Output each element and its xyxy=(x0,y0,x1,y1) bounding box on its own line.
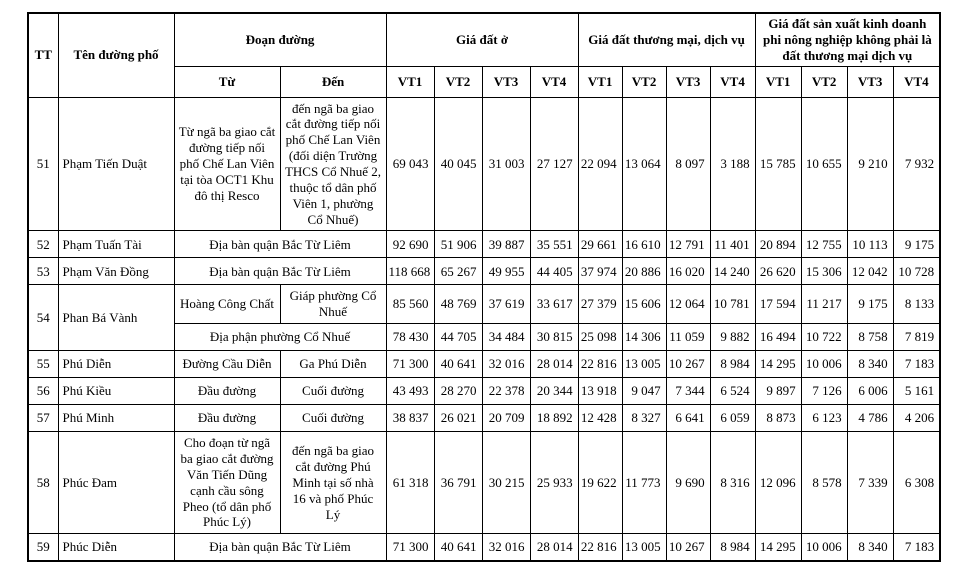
header-vt2-commercial: VT2 xyxy=(622,66,666,97)
price-cell: 14 295 xyxy=(755,351,801,378)
header-vt2-production: VT2 xyxy=(801,66,847,97)
segment-to-cell: Ga Phú Diễn xyxy=(280,351,386,378)
price-cell: 31 003 xyxy=(482,97,530,231)
segment-from-cell: Đầu đường xyxy=(174,378,280,405)
table-row xyxy=(28,285,940,324)
price-cell: 7 339 xyxy=(847,432,893,534)
price-cell: 12 096 xyxy=(755,432,801,534)
price-cell: 7 126 xyxy=(801,378,847,405)
price-cell: 28 270 xyxy=(434,378,482,405)
price-cell: 7 819 xyxy=(893,324,940,351)
price-cell: 15 306 xyxy=(801,258,847,285)
price-cell: 13 918 xyxy=(578,378,622,405)
header-tt: TT xyxy=(28,13,58,97)
header-vt1-residential: VT1 xyxy=(386,66,434,97)
price-cell: 6 123 xyxy=(801,405,847,432)
price-cell: 9 897 xyxy=(755,378,801,405)
price-cell: 8 340 xyxy=(847,351,893,378)
price-cell: 25 098 xyxy=(578,324,622,351)
price-cell: 25 933 xyxy=(530,432,578,534)
price-cell: 9 210 xyxy=(847,97,893,231)
header-row-groups xyxy=(28,13,940,66)
header-from: Từ xyxy=(174,66,280,97)
price-cell: 10 781 xyxy=(710,285,755,324)
price-cell: 22 094 xyxy=(578,97,622,231)
header-vt1-production: VT1 xyxy=(755,66,801,97)
price-cell: 22 816 xyxy=(578,534,622,561)
price-cell: 15 606 xyxy=(622,285,666,324)
segment-from-cell: Hoàng Công Chất xyxy=(174,285,280,324)
price-cell: 12 755 xyxy=(801,231,847,258)
price-cell: 32 016 xyxy=(482,351,530,378)
table-row xyxy=(28,405,940,432)
segment-to-cell: Cuối đường xyxy=(280,405,386,432)
table-row xyxy=(28,97,940,231)
price-cell: 30 215 xyxy=(482,432,530,534)
price-cell: 17 594 xyxy=(755,285,801,324)
street-name-cell: Phú Kiều xyxy=(58,378,174,405)
price-cell: 37 974 xyxy=(578,258,622,285)
price-cell: 37 619 xyxy=(482,285,530,324)
header-vt4-residential: VT4 xyxy=(530,66,578,97)
price-cell: 28 014 xyxy=(530,351,578,378)
price-cell: 5 161 xyxy=(893,378,940,405)
price-cell: 13 005 xyxy=(622,351,666,378)
land-price-table xyxy=(27,12,941,562)
street-name-cell: Phạm Tuấn Tài xyxy=(58,231,174,258)
segment-span-cell: Địa bàn quận Bắc Từ Liêm xyxy=(174,534,386,561)
price-cell: 10 722 xyxy=(801,324,847,351)
street-name-cell: Phan Bá Vành xyxy=(58,285,174,351)
row-number-cell: 51 xyxy=(28,97,58,231)
price-cell: 36 791 xyxy=(434,432,482,534)
price-cell: 10 655 xyxy=(801,97,847,231)
street-name-cell: Phạm Văn Đồng xyxy=(58,258,174,285)
price-cell: 38 837 xyxy=(386,405,434,432)
row-number-cell: 59 xyxy=(28,534,58,561)
segment-from-cell: Từ ngã ba giao cắt đường tiếp nối phố Chế Lan Viên tại tòa OCT1 Khu đô thị Resco xyxy=(174,97,280,231)
price-cell: 8 316 xyxy=(710,432,755,534)
row-number-cell: 56 xyxy=(28,378,58,405)
price-cell: 19 622 xyxy=(578,432,622,534)
price-cell: 22 816 xyxy=(578,351,622,378)
price-cell: 30 815 xyxy=(530,324,578,351)
table-row xyxy=(28,351,940,378)
price-cell: 12 791 xyxy=(666,231,710,258)
street-name-cell: Phúc Diễn xyxy=(58,534,174,561)
row-number-cell: 53 xyxy=(28,258,58,285)
price-cell: 6 308 xyxy=(893,432,940,534)
header-segment: Đoạn đường xyxy=(174,13,386,66)
header-group-commercial: Giá đất thương mại, dịch vụ xyxy=(578,13,755,66)
price-cell: 6 524 xyxy=(710,378,755,405)
header-vt4-commercial: VT4 xyxy=(710,66,755,97)
price-cell: 8 873 xyxy=(755,405,801,432)
table-row xyxy=(28,258,940,285)
price-cell: 8 758 xyxy=(847,324,893,351)
price-cell: 3 188 xyxy=(710,97,755,231)
price-cell: 9 175 xyxy=(893,231,940,258)
price-cell: 71 300 xyxy=(386,351,434,378)
header-vt2-residential: VT2 xyxy=(434,66,482,97)
price-cell: 11 217 xyxy=(801,285,847,324)
header-to: Đến xyxy=(280,66,386,97)
price-cell: 7 344 xyxy=(666,378,710,405)
street-name-cell: Phúc Đam xyxy=(58,432,174,534)
segment-span-cell: Địa bàn quận Bắc Từ Liêm xyxy=(174,231,386,258)
row-number-cell: 57 xyxy=(28,405,58,432)
price-cell: 11 059 xyxy=(666,324,710,351)
table-row xyxy=(28,378,940,405)
price-cell: 8 578 xyxy=(801,432,847,534)
price-cell: 9 690 xyxy=(666,432,710,534)
table-row xyxy=(28,432,940,534)
street-name-cell: Phạm Tiến Duật xyxy=(58,97,174,231)
price-cell: 32 016 xyxy=(482,534,530,561)
header-vt3-production: VT3 xyxy=(847,66,893,97)
header-vt4-production: VT4 xyxy=(893,66,940,97)
price-cell: 12 428 xyxy=(578,405,622,432)
segment-span-cell: Địa phận phường Cổ Nhuế xyxy=(174,324,386,351)
table-body xyxy=(28,97,940,561)
price-cell: 33 617 xyxy=(530,285,578,324)
price-cell: 26 021 xyxy=(434,405,482,432)
price-cell: 44 405 xyxy=(530,258,578,285)
price-cell: 7 183 xyxy=(893,351,940,378)
price-cell: 26 620 xyxy=(755,258,801,285)
price-cell: 9 175 xyxy=(847,285,893,324)
price-cell: 10 267 xyxy=(666,351,710,378)
price-cell: 34 484 xyxy=(482,324,530,351)
price-cell: 10 006 xyxy=(801,351,847,378)
price-cell: 44 705 xyxy=(434,324,482,351)
price-cell: 13 064 xyxy=(622,97,666,231)
price-cell: 40 641 xyxy=(434,351,482,378)
header-street-name: Tên đường phố xyxy=(58,13,174,97)
price-cell: 10 728 xyxy=(893,258,940,285)
street-name-cell: Phú Minh xyxy=(58,405,174,432)
row-number-cell: 55 xyxy=(28,351,58,378)
price-cell: 51 906 xyxy=(434,231,482,258)
price-cell: 20 709 xyxy=(482,405,530,432)
price-cell: 16 494 xyxy=(755,324,801,351)
price-cell: 8 984 xyxy=(710,534,755,561)
price-cell: 7 932 xyxy=(893,97,940,231)
price-cell: 22 378 xyxy=(482,378,530,405)
price-cell: 16 020 xyxy=(666,258,710,285)
price-cell: 13 005 xyxy=(622,534,666,561)
price-cell: 6 006 xyxy=(847,378,893,405)
price-cell: 35 551 xyxy=(530,231,578,258)
price-cell: 14 295 xyxy=(755,534,801,561)
price-cell: 49 955 xyxy=(482,258,530,285)
segment-to-cell: Cuối đường xyxy=(280,378,386,405)
price-cell: 7 183 xyxy=(893,534,940,561)
price-cell: 12 042 xyxy=(847,258,893,285)
table-header xyxy=(28,13,940,97)
price-cell: 39 887 xyxy=(482,231,530,258)
price-cell: 10 006 xyxy=(801,534,847,561)
price-cell: 8 133 xyxy=(893,285,940,324)
price-cell: 15 785 xyxy=(755,97,801,231)
price-cell: 18 892 xyxy=(530,405,578,432)
price-cell: 14 306 xyxy=(622,324,666,351)
price-cell: 4 786 xyxy=(847,405,893,432)
header-vt3-residential: VT3 xyxy=(482,66,530,97)
price-cell: 29 661 xyxy=(578,231,622,258)
price-cell: 85 560 xyxy=(386,285,434,324)
price-cell: 8 340 xyxy=(847,534,893,561)
price-cell: 11 773 xyxy=(622,432,666,534)
price-cell: 6 059 xyxy=(710,405,755,432)
header-vt3-commercial: VT3 xyxy=(666,66,710,97)
price-cell: 20 886 xyxy=(622,258,666,285)
price-cell: 20 894 xyxy=(755,231,801,258)
header-vt1-commercial: VT1 xyxy=(578,66,622,97)
price-cell: 118 668 xyxy=(386,258,434,285)
price-cell: 10 267 xyxy=(666,534,710,561)
price-cell: 48 769 xyxy=(434,285,482,324)
segment-from-cell: Đường Cầu Diễn xyxy=(174,351,280,378)
price-cell: 4 206 xyxy=(893,405,940,432)
price-cell: 8 097 xyxy=(666,97,710,231)
table-row xyxy=(28,534,940,561)
table-row xyxy=(28,231,940,258)
price-cell: 40 641 xyxy=(434,534,482,561)
price-cell: 71 300 xyxy=(386,534,434,561)
segment-from-cell: Đầu đường xyxy=(174,405,280,432)
segment-span-cell: Địa bàn quận Bắc Từ Liêm xyxy=(174,258,386,285)
price-cell: 43 493 xyxy=(386,378,434,405)
segment-to-cell: đến ngã ba giao cắt đường tiếp nối phố Chế Lan Viên (đối diện Trường THCS Cổ Nhuế 2, thuộc tổ dân phố Viên 1, phường Cổ Nhuế) xyxy=(280,97,386,231)
price-cell: 69 043 xyxy=(386,97,434,231)
price-cell: 20 344 xyxy=(530,378,578,405)
street-name-cell: Phú Diễn xyxy=(58,351,174,378)
row-number-cell: 54 xyxy=(28,285,58,351)
price-cell: 10 113 xyxy=(847,231,893,258)
price-cell: 16 610 xyxy=(622,231,666,258)
price-cell: 6 641 xyxy=(666,405,710,432)
price-cell: 92 690 xyxy=(386,231,434,258)
segment-to-cell: Giáp phường Cổ Nhuế xyxy=(280,285,386,324)
price-cell: 9 882 xyxy=(710,324,755,351)
price-cell: 28 014 xyxy=(530,534,578,561)
price-cell: 11 401 xyxy=(710,231,755,258)
row-number-cell: 52 xyxy=(28,231,58,258)
price-cell: 78 430 xyxy=(386,324,434,351)
price-cell: 8 984 xyxy=(710,351,755,378)
price-cell: 27 379 xyxy=(578,285,622,324)
price-cell: 12 064 xyxy=(666,285,710,324)
header-group-production: Giá đất sản xuất kinh doanh phi nông nghiệp không phải là đất thương mại dịch vụ xyxy=(755,13,940,66)
price-cell: 61 318 xyxy=(386,432,434,534)
price-cell: 27 127 xyxy=(530,97,578,231)
price-cell: 8 327 xyxy=(622,405,666,432)
segment-from-cell: Cho đoạn từ ngã ba giao cắt đường Văn Tiến Dũng cạnh cầu sông Pheo (tổ dân phố Phúc Lý) xyxy=(174,432,280,534)
price-cell: 65 267 xyxy=(434,258,482,285)
price-cell: 9 047 xyxy=(622,378,666,405)
segment-to-cell: đến ngã ba giao cắt đường Phú Minh tại số nhà 16 và phố Phúc Lý xyxy=(280,432,386,534)
row-number-cell: 58 xyxy=(28,432,58,534)
price-cell: 40 045 xyxy=(434,97,482,231)
header-group-residential: Giá đất ở xyxy=(386,13,578,66)
price-cell: 14 240 xyxy=(710,258,755,285)
